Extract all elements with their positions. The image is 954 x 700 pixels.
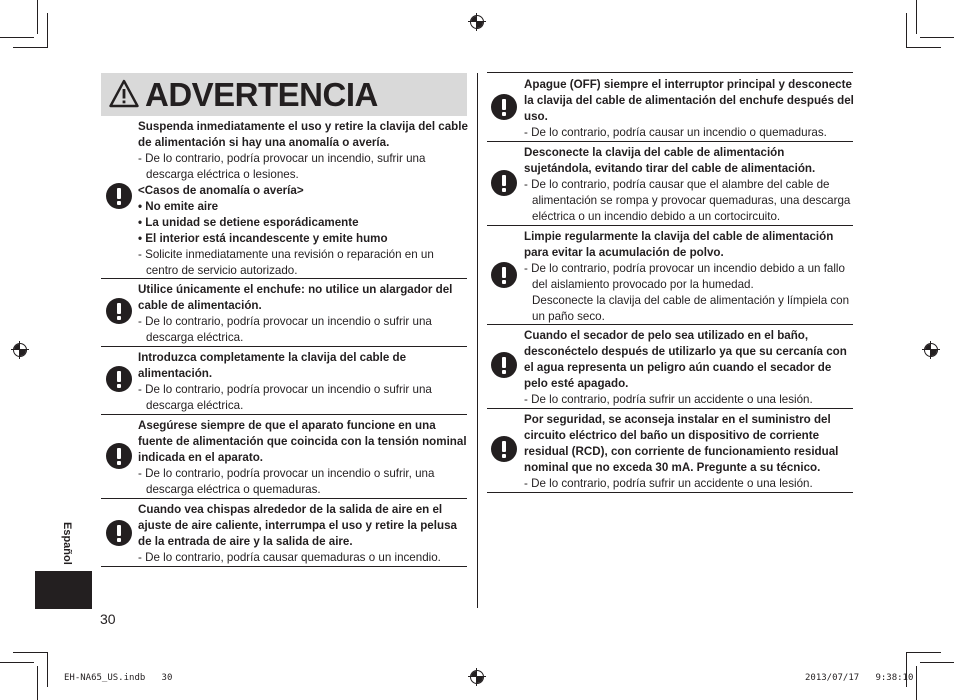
crop-mark: [0, 662, 34, 663]
mandatory-action-icon: [491, 436, 517, 462]
mandatory-action-icon: [491, 352, 517, 378]
warning-heading: Apague (OFF) siempre el interruptor principal y desconecte la clavija del cable de alimentación del enchufe después del uso.: [524, 78, 854, 123]
language-tab: [35, 571, 92, 609]
registration-mark-icon: [922, 341, 940, 359]
warning-consequence: - De lo contrario, podría causar que el alambre del cable de alimentación se rompa y provocar quemaduras, una descarga eléctrica o un incendio debido a un cortocircuito.: [524, 178, 851, 223]
mandatory-action-icon: [106, 366, 132, 392]
warning-consequence: - De lo contrario, podría provocar un incendio, sufrir una descarga eléctrica o lesiones.: [138, 152, 426, 181]
warning-item: [138, 418, 468, 498]
crop-mark: [920, 37, 954, 38]
crop-mark: [0, 37, 34, 38]
warning-consequence: - De lo contrario, podría sufrir un accidente o una lesión.: [524, 393, 813, 406]
warning-heading: Asegúrese siempre de que el aparato funcione en una fuente de alimentación que coincida con la tensión nominal indicada en el aparato.: [138, 419, 467, 464]
warning-heading: Introduzca completamente la clavija del cable de alimentación.: [138, 351, 407, 380]
footer-file-info: EH-NA65_US.indb 30: [64, 673, 173, 683]
mandatory-action-icon: [106, 183, 132, 209]
section-divider: [487, 225, 853, 226]
warning-bullet: • No emite aire: [138, 200, 219, 213]
warning-bullet: • La unidad se detiene esporádicamente: [138, 216, 359, 229]
section-divider: [487, 72, 853, 73]
crop-mark: [13, 47, 48, 48]
warning-consequence: - De lo contrario, podría provocar un incendio debido a un fallo del aislamiento provocado por la humedad.: [524, 262, 845, 291]
registration-mark-icon: [468, 668, 486, 686]
mandatory-action-icon: [491, 94, 517, 120]
warning-bullet: • El interior está incandescente y emite humo: [138, 232, 388, 245]
section-divider: [487, 141, 853, 142]
section-divider: [101, 566, 467, 567]
warning-heading: Desconecte la clavija del cable de alimentación sujetándola, evitando tirar del cable de alimentación.: [524, 146, 816, 175]
warning-consequence: - De lo contrario, podría provocar un incendio o sufrir una descarga eléctrica.: [138, 315, 432, 344]
warning-subheading: <Casos de anomalía o avería>: [138, 184, 304, 197]
warning-heading: Cuando vea chispas alrededor de la salida de aire en el ajuste de aire caliente, interrumpa el uso y retire la pelusa de la entrada de aire y la salida de aire.: [138, 503, 457, 548]
mandatory-action-icon: [491, 262, 517, 288]
page-number: 30: [100, 611, 116, 627]
warning-consequence: - De lo contrario, podría provocar un incendio o sufrir una descarga eléctrica.: [138, 383, 432, 412]
warning-item: [138, 282, 468, 346]
mandatory-action-icon: [106, 443, 132, 469]
section-divider: [487, 324, 853, 325]
warning-consequence: - De lo contrario, podría causar quemaduras o un incendio.: [138, 551, 441, 564]
warning-header: [101, 73, 467, 116]
warning-item: [524, 328, 854, 408]
warning-item: [138, 119, 468, 279]
section-divider: [101, 414, 467, 415]
warning-item: [138, 502, 470, 566]
warning-item: [524, 145, 854, 225]
registration-mark-icon: [11, 341, 29, 359]
page-title: ADVERTENCIA: [145, 76, 378, 113]
mandatory-action-icon: [106, 298, 132, 324]
mandatory-action-icon: [491, 170, 517, 196]
section-divider: [487, 492, 853, 493]
warning-item: [524, 412, 856, 492]
registration-mark-icon: [468, 13, 486, 31]
crop-mark: [47, 652, 48, 687]
column-divider: [477, 73, 478, 608]
section-divider: [101, 346, 467, 347]
crop-mark: [920, 662, 954, 663]
crop-mark: [916, 0, 917, 34]
warning-consequence: - De lo contrario, podría sufrir un accidente o una lesión.: [524, 477, 813, 490]
crop-mark: [906, 47, 941, 48]
crop-mark: [47, 13, 48, 48]
section-divider: [487, 408, 853, 409]
warning-heading: Utilice únicamente el enchufe: no utilice un alargador del cable de alimentación.: [138, 283, 453, 312]
warning-consequence: - De lo contrario, podría causar un incendio o quemaduras.: [524, 126, 827, 139]
mandatory-action-icon: [106, 520, 132, 546]
warning-item: [524, 229, 854, 325]
crop-mark: [13, 652, 48, 653]
warning-heading: Por seguridad, se aconseja instalar en el suministro del circuito eléctrico del baño un dispositivo de corriente residual (RCD), con corriente de funcionamiento residual nominal que no exceda 30 mA. Pregunte a su técnico.: [524, 413, 839, 474]
crop-mark: [37, 666, 38, 700]
crop-mark: [916, 666, 917, 700]
warning-instruction: Desconecte la clavija del cable de alimentación y límpiela con un paño seco.: [532, 294, 850, 323]
crop-mark: [906, 652, 941, 653]
warning-heading: Limpie regularmente la clavija del cable de alimentación para evitar la acumulación de polvo.: [524, 230, 834, 259]
crop-mark: [37, 0, 38, 34]
warning-heading: Suspenda inmediatamente el uso y retire la clavija del cable de alimentación si hay una anomalía o avería.: [138, 120, 468, 149]
warning-item: [138, 350, 468, 414]
crop-mark: [906, 13, 907, 48]
warning-consequence: - De lo contrario, podría provocar un incendio o sufrir, una descarga eléctrica o quemaduras.: [138, 467, 435, 496]
warning-heading: Cuando el secador de pelo sea utilizado en el baño, desconéctelo después de utilizarlo ya que su cercanía con el agua representa un peligro aún cuando el secador de pelo esté apagado.: [524, 329, 847, 390]
warning-consequence: - Solicite inmediatamente una revisión o reparación en un centro de servicio autorizado.: [138, 248, 434, 277]
language-tab-label: Español: [61, 522, 73, 565]
footer-timestamp: 2013/07/17 9:38:10: [805, 673, 914, 683]
warning-triangle-icon: [109, 79, 139, 109]
section-divider: [101, 278, 467, 279]
warning-item: [524, 77, 854, 141]
section-divider: [101, 498, 467, 499]
